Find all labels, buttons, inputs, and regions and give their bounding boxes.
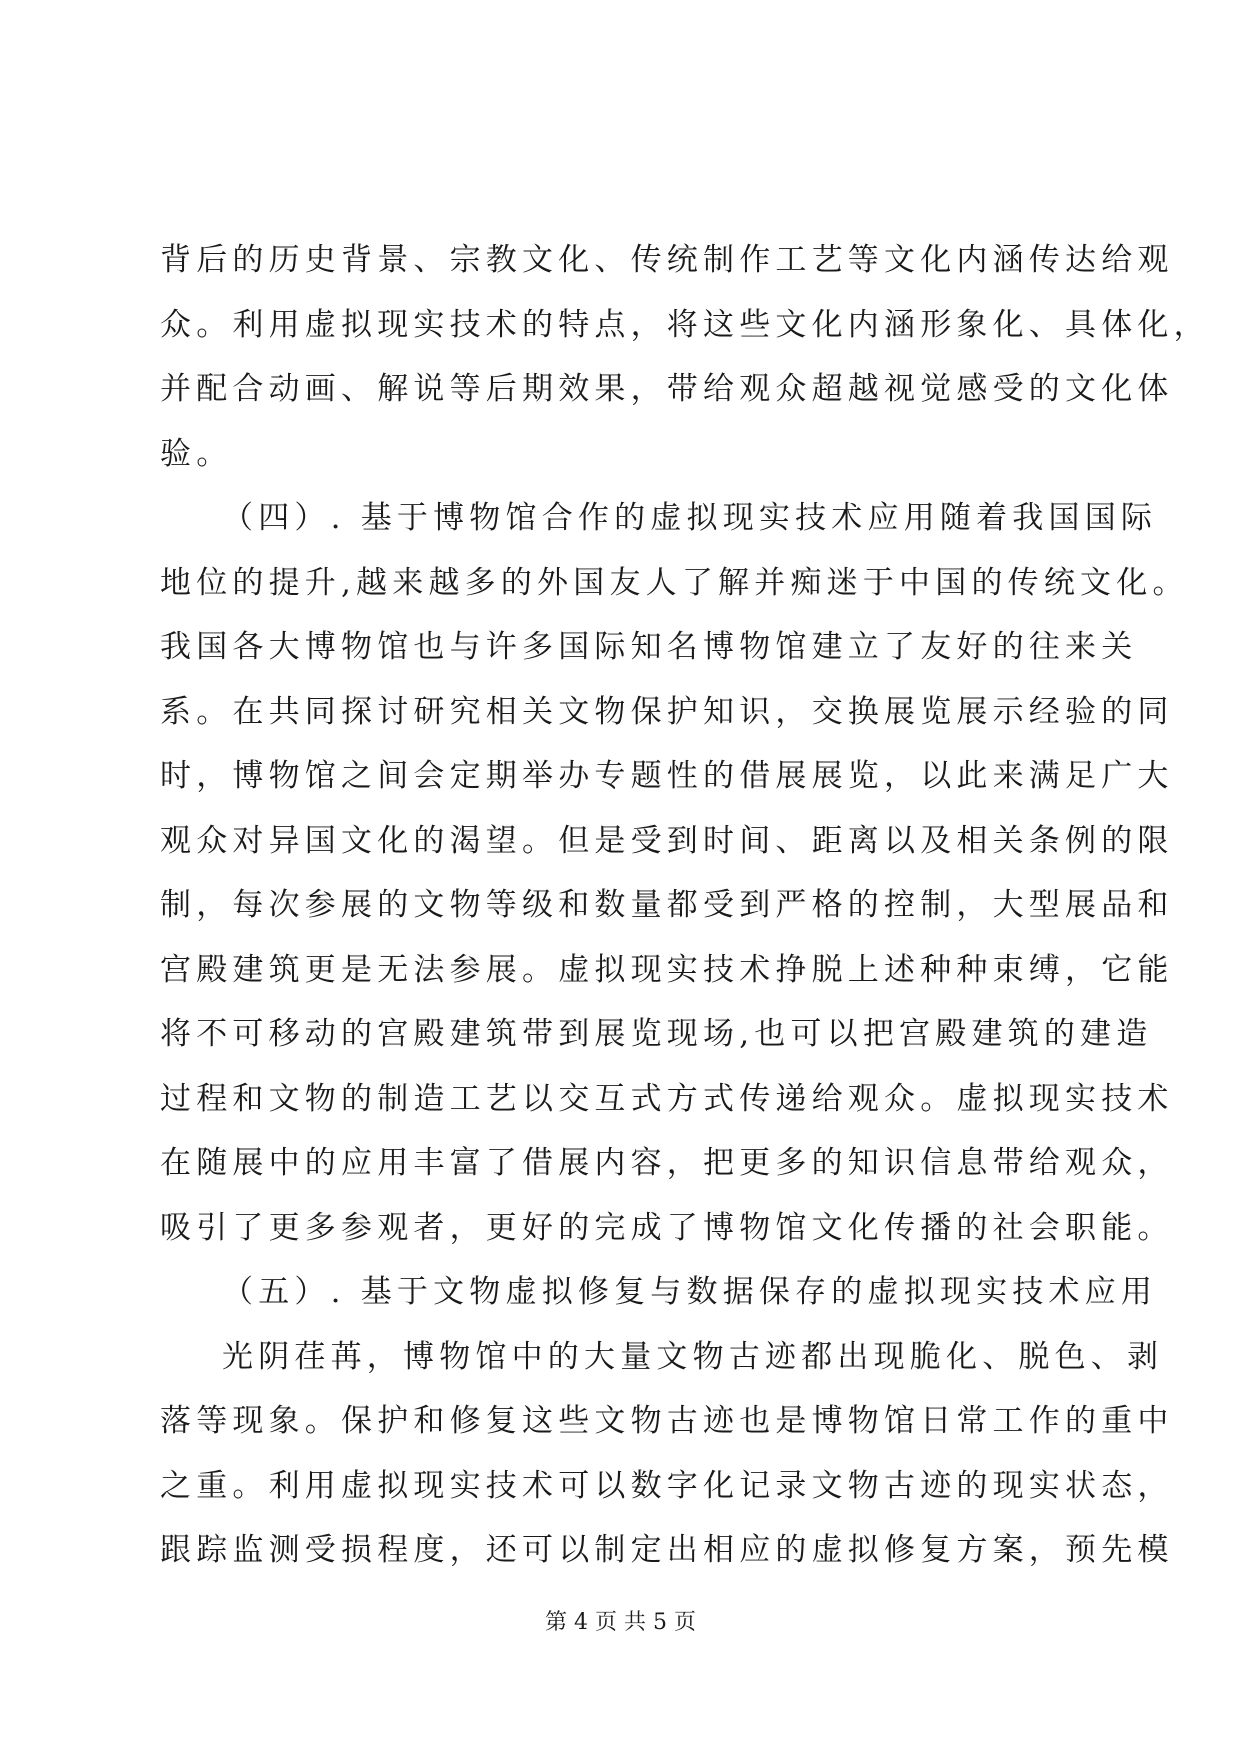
text-line: 之重。利用虚拟现实技术可以数字化记录文物古迹的现实状态， <box>160 1467 1174 1504</box>
text-line: 系。在共同探讨研究相关文物保护知识，交换展览展示经验的同 <box>160 693 1174 730</box>
text-line: 验。 <box>160 435 233 472</box>
body-text <box>160 228 1210 1583</box>
text-line: 我国各大博物馆也与许多国际知名博物馆建立了友好的往来关 <box>160 629 1138 665</box>
text-line: 落等现象。保护和修复这些文物古迹也是博物馆日常工作的重中 <box>160 1403 1174 1439</box>
text-line: 众。利用虚拟现实技术的特点，将这些文化内涵形象化、具体化， <box>160 306 1210 343</box>
text-line: 并配合动画、解说等后期效果，带给观众超越视觉感受的文化体 <box>160 371 1174 407</box>
text-line: 时，博物馆之间会定期举办专题性的借展展览，以此来满足广大 <box>160 758 1174 794</box>
section-heading-5: （五）. 基于文物虚拟修复与数据保存的虚拟现实技术应用 <box>222 1274 1158 1310</box>
text-line: 跟踪监测受损程度，还可以制定出相应的虚拟修复方案，预先模 <box>160 1532 1174 1568</box>
text-line: 过程和文物的制造工艺以交互式方式传递给观众。虚拟现实技术 <box>160 1080 1174 1117</box>
text-line: 光阴荏苒，博物馆中的大量文物古迹都出现脆化、脱色、剥 <box>222 1338 1164 1375</box>
text-line: 地位的提升,越来越多的外国友人了解并痴迷于中国的传统文化。 <box>160 564 1189 601</box>
section-heading-4: （四）. 基于博物馆合作的虚拟现实技术应用随着我国国际 <box>222 500 1158 536</box>
page-footer: 第 4 页 共 5 页 <box>545 1610 696 1635</box>
text-line: 制，每次参展的文物等级和数量都受到严格的控制，大型展品和 <box>160 887 1174 923</box>
text-line: 观众对异国文化的渴望。但是受到时间、距离以及相关条例的限 <box>160 822 1174 859</box>
text-line: 背后的历史背景、宗教文化、传统制作工艺等文化内涵传达给观 <box>160 242 1174 278</box>
text-line: 宫殿建筑更是无法参展。虚拟现实技术挣脱上述种种束缚，它能 <box>160 951 1174 988</box>
text-line: 在随展中的应用丰富了借展内容，把更多的知识信息带给观众， <box>160 1145 1174 1181</box>
text-line: 吸引了更多参观者，更好的完成了博物馆文化传播的社会职能。 <box>160 1209 1174 1246</box>
text-line: 将不可移动的宫殿建筑带到展览现场,也可以把宫殿建筑的建造 <box>160 1016 1153 1052</box>
